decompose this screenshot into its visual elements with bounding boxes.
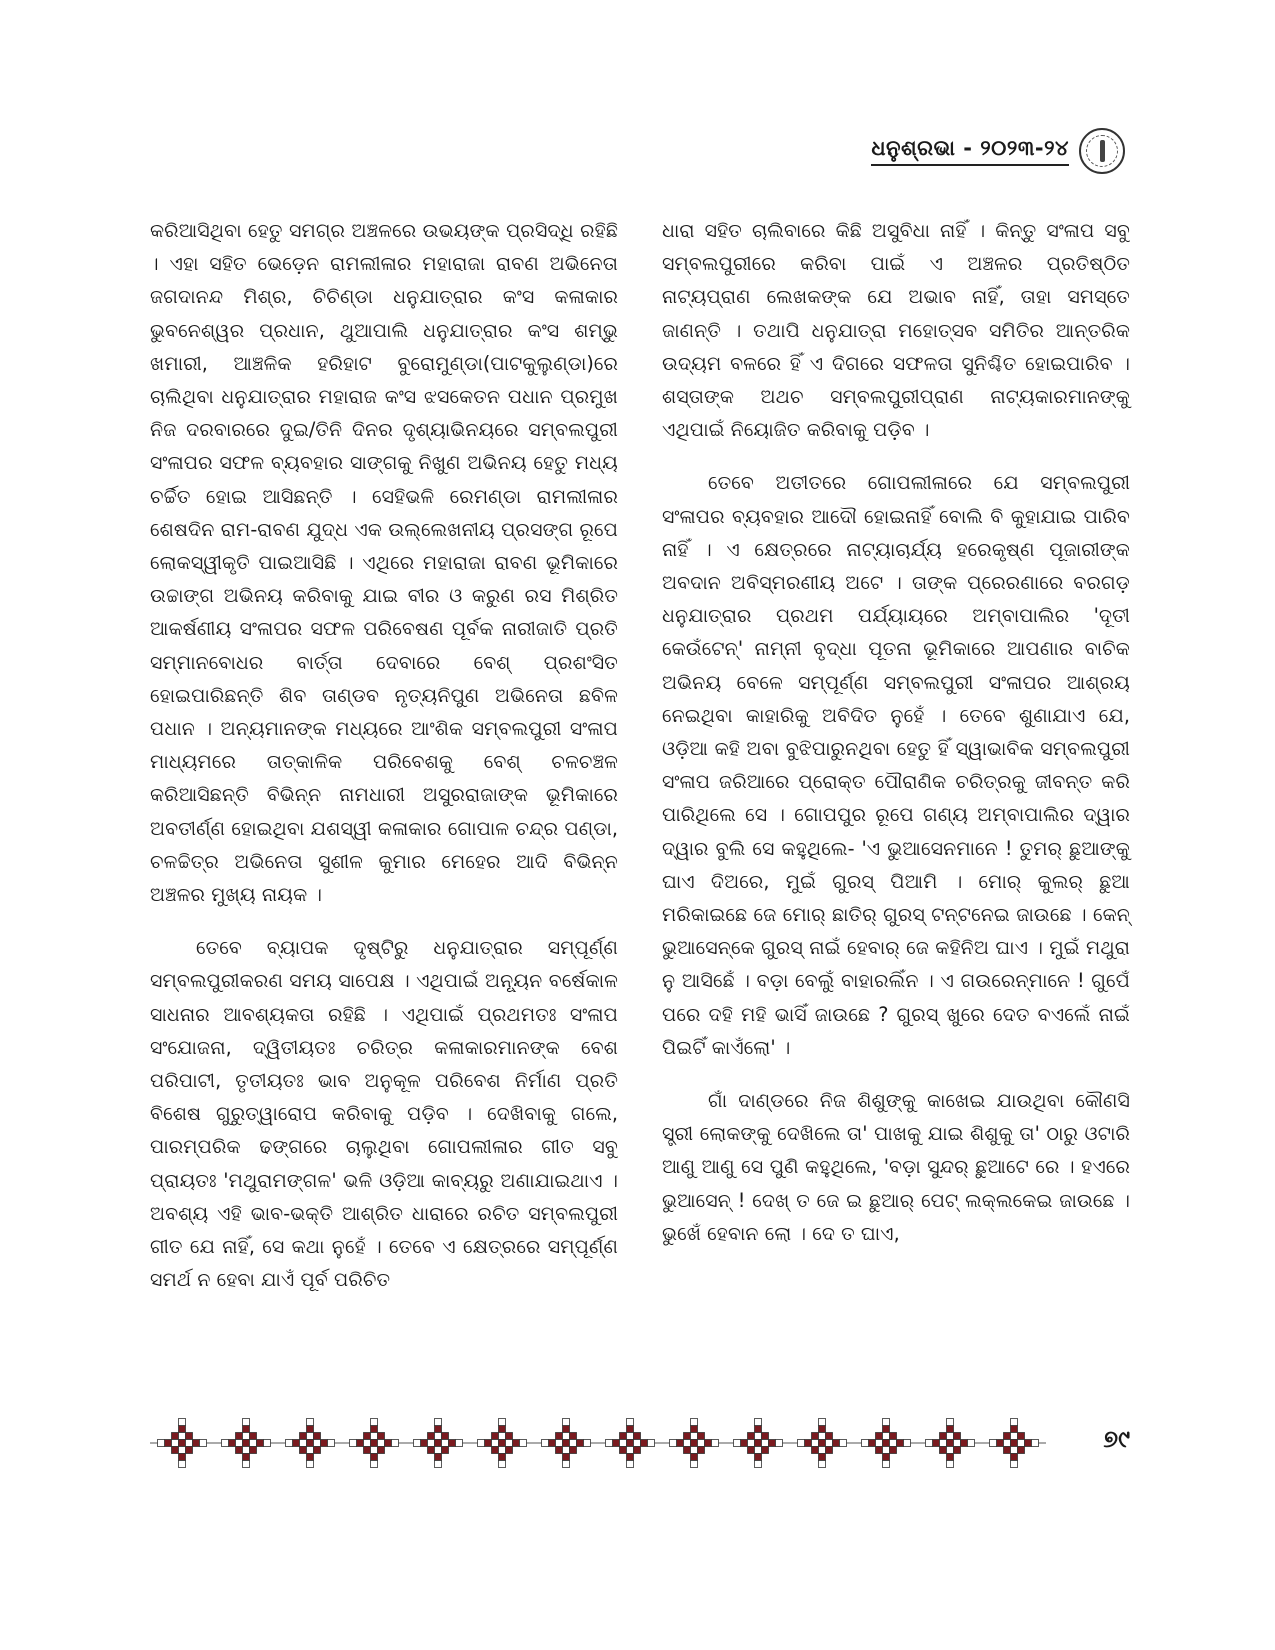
diamond-cross-motif-icon [542,1419,591,1468]
decorative-border [150,1415,1050,1471]
left-column [150,214,618,1317]
journal-title: ଧନୁଶ୍ରଭା - ୨୦୨୩-୨୪ [871,136,1069,166]
diamond-cross-motif-icon [158,1419,207,1468]
page-number: ୭୯ [1103,1425,1130,1453]
diamond-cross-motif-icon [350,1419,399,1468]
paragraph: କରିଆସିଥିବା ହେତୁ ସମଗ୍ର ଅଞ୍ଚଳରେ ଉଭୟଙ୍କ ପ୍ରସିଦ୍ଧି ରହିଛି । ଏହା ସହିତ ଭେଡ଼େନ ରାମଲୀଳାର ମହାରାଜା ରାବଣ ଅଭିନେତା ଜଗଦାନନ୍ଦ ମିଶ୍ର, ଚିଚିଣ୍ଡା ଧନୁଯାତ୍ରାର କଂସ କଳାକାର ଭୁବନେଶ୍ୱର ପ୍ରଧାନ, ଥୁଆପାଲି ଧନୁଯାତ୍ରାର କଂସ ଶମ୍ଭୁ ଖମାରୀ, ଆଞ୍ଚଳିକ ହରିହାଟ ବୁରୋମୁଣ୍ଡା(ପାଟକୁଲୁଣ୍ଡା)ରେ ଚାଲିଥିବା ଧନୁଯାତ୍ରାର ମହାରାଜ କଂସ ଝସକେତନ ପଧାନ ପ୍ରମୁଖ ନିଜ ଦରବାରରେ ଦୁଇ/ତିନି ଦିନର ଦୃଶ୍ୟାଭିନୟରେ ସମ୍ବଲପୁରୀ ସଂଳାପର ସଫଳ ବ୍ୟବହାର ସାଙ୍ଗକୁ ନିଖୁଣ ଅଭିନୟ ହେତୁ ମଧ୍ୟ ଚର୍ଚ୍ଚିତ ହୋଇ ଆସିଛନ୍ତି । ସେହିଭଳି ରେମଣ୍ଡା ରାମଲୀଳାର ଶେଷଦିନ ରାମ-ରାବଣ ଯୁଦ୍ଧ ଏକ ଉଲ୍ଲେଖନୀୟ ପ୍ରସଙ୍ଗ ରୂପେ ଲୋକସ୍ୱୀକୃତି ପାଇଆସିଛି । ଏଥିରେ ମହାରାଜା ରାବଣ ଭୂମିକାରେ ଉଚ୍ଚାଙ୍ଗ ଅଭିନୟ କରିବାକୁ ଯାଇ ବୀର ଓ କରୁଣ ରସ ମିଶ୍ରିତ ଆକର୍ଷଣୀୟ ସଂଳାପର ସଫଳ ପରିବେଷଣ ପୂର୍ବକ ନାରୀଜାତି ପ୍ରତି ସମ୍ମାନବୋଧର ବାର୍ତ୍ତା ଦେବାରେ ବେଶ୍ ପ୍ରଶଂସିତ ହୋଇପାରିଛନ୍ତି ଶିବ ତାଣ୍ଡବ ନୃତ୍ୟନିପୁଣ ଅଭିନେତା ଛବିଳ ପଧାନ । ଅନ୍ୟମାନଙ୍କ ମଧ୍ୟରେ ଆଂଶିକ ସମ୍ବଲପୁରୀ ସଂଳାପ ମାଧ୍ୟମରେ ତାତ୍କାଳିକ ପରିବେଶକୁ ବେଶ୍ ଚଳଚଞ୍ଚଳ କରିଆସିଛନ୍ତି ବିଭିନ୍ନ ନାମଧାରୀ ଅସୁରରାଜାଙ୍କ ଭୂମିକାରେ ଅବତୀର୍ଣ୍ଣ ହୋଇଥିବା ଯଶସ୍ୱୀ କଳାକାର ଗୋପାଳ ଚନ୍ଦ୍ର ପଣ୍ଡା, ଚଳଚ୍ଚିତ୍ର ଅଭିନେତା ସୁଶୀଳ କୁମାର ମେହେର ଆଦି ବିଭିନ୍ନ ଅଞ୍ଚଳର ମୁଖ୍ୟ ନାୟକ । [150,219,618,907]
running-header [871,128,1125,174]
paragraph: ଗାଁ ଦାଣ୍ଡରେ ନିଜ ଶିଶୁଙ୍କୁ କାଖେଇ ଯାଉଥିବା କୌଣସି ସ୍ତ୍ରୀ ଲୋକଙ୍କୁ ଦେଖିଲେ ତା' ପାଖକୁ ଯାଇ ଶିଶୁକୁ ତା' ଠାରୁ ଓଟାରି ଆଣୁ ଆଣୁ ସେ ପୁଣି କହୁଥିଲେ, 'ବଡ଼ା ସୁନ୍ଦର୍ ଛୁଆଟେ ରେ । ହଏରେ ଭୁଆସେନ୍ ! ଦେଖ୍ ତ ଜେ ଇ ଛୁଆର୍ ପେଟ୍ ଲକ୍‌ଲକେଇ ଜାଉଛେ । ଭୁଖେଁ ହେବାନ ଲୋ । ଦେ ତ ଘାଏ, [662,1089,1130,1245]
diamond-cross-motif-icon [862,1419,911,1468]
diamond-cross-motif-icon [990,1419,1039,1468]
diamond-cross-motif-icon [286,1419,335,1468]
emblem-seal-icon [1079,128,1125,174]
diamond-cross-motif-icon [478,1419,527,1468]
diamond-cross-motif-icon [798,1419,847,1468]
diamond-cross-motif-icon [670,1419,719,1468]
article-body [150,214,1130,1317]
right-column [662,214,1130,1317]
paragraph: ତେବେ ଅତୀତରେ ଗୋପଲୀଳାରେ ଯେ ସମ୍ବଲପୁରୀ ସଂଳାପର ବ୍ୟବହାର ଆଦୌ ହୋଇନାହିଁ ବୋଲି ବି କୁହାଯାଇ ପାରିବ ନାହିଁ । ଏ କ୍ଷେତ୍ରରେ ନାଟ୍ୟାଚାର୍ଯ୍ୟ ହରେକୃଷ୍ଣ ପୂଜାରୀଙ୍କ ଅବଦାନ ଅବିସ୍ମରଣୀୟ ଅଟେ । ତାଙ୍କ ପ୍ରେରଣାରେ ବରଗଡ଼ ଧନୁଯାତ୍ରାର ପ୍ରଥମ ପର୍ଯ୍ୟାୟରେ ଅମ୍ବାପାଲିର 'ଦୂତୀ କେଉଁଟେନ୍' ନାମ୍ନୀ ବୃଦ୍ଧା ପୂତନା ଭୂମିକାରେ ଆପଣାର ବାଚିକ ଅଭିନୟ ବେଳେ ସମ୍ପୂର୍ଣ୍ଣ ସମ୍ବଲପୁରୀ ସଂଳାପର ଆଶ୍ରୟ ନେଇଥିବା କାହାରିକୁ ଅବିଦିତ ନୁହେଁ । ତେବେ ଶୁଣାଯାଏ ଯେ, ଓଡ଼ିଆ କହି ଅବା ବୁଝିପାରୁନଥିବା ହେତୁ ହିଁ ସ୍ୱାଭାବିକ ସମ୍ବଲପୁରୀ ସଂଳାପ ଜରିଆରେ ପ୍ରୋକ୍ତ ପୌରାଣିକ ଚରିତ୍ରକୁ ଜୀବନ୍ତ କରି ପାରିଥିଲେ ସେ । ଗୋପପୁର ରୂପେ ଗଣ୍ୟ ଅମ୍ବାପାଲିର ଦ୍ୱାର ଦ୍ୱାର ବୁଲି ସେ କହୁଥିଲେ- 'ଏ ଭୁଆସେନମାନେ ! ତୁମର୍ ଛୁଆଙ୍କୁ ଘାଏ ଦିଅରେ, ମୁଇଁ ଗୁରସ୍ ପିଆମି । ମୋର୍ କୁଲର୍ ଛୁଆ ମରିକାଇଛେ ଜେ ମୋର୍ ଛାତିର୍ ଗୁରସ୍ ଟନ୍‌ଟନେଇ ଜାଉଛେ । କେନ୍ ଭୁଆସେନ୍‌କେ ଗୁରସ୍ ନାଇଁ ହେବାର୍ ଜେ କହିନିଅ ଘାଏ । ମୁଇଁ ମଥୁରା ନୁ ଆସିଛେଁ । ବଡ଼ା ବେଲୁଁ ବାହାରଲିଁନ । ଏ ଗଉରେନ୍‌ମାନେ ! ଗୁପେଁ ପରେ ଦହି ମହି ଭାସିଁ ଜାଉଛେ ? ଗୁରସ୍ ଖୁରେ ଦେତ ବଏଲେଁ ନାଇଁ ପିଇଟିଁ କାଏଁଲୋ' । [662,471,1130,1059]
diamond-cross-motif-icon [926,1419,975,1468]
page-footer [150,1415,1130,1471]
paragraph: ଧାରା ସହିତ ଚାଲିବାରେ କିଛି ଅସୁବିଧା ନାହିଁ । କିନ୍ତୁ ସଂଳାପ ସବୁ ସମ୍ବଲପୁରୀରେ କରିବା ପାଇଁ ଏ ଅଞ୍ଚଳର ପ୍ରତିଷ୍ଠିତ ନାଟ୍ୟପ୍ରାଣ ଲେଖକଙ୍କ ଯେ ଅଭାବ ନାହିଁ, ତାହା ସମସ୍ତେ ଜାଣନ୍ତି । ତଥାପି ଧନୁଯାତ୍ରା ମହୋତ୍ସବ ସମିତିର ଆନ୍ତରିକ ଉଦ୍ୟମ ବଳରେ ହିଁ ଏ ଦିଗରେ ସଫଳତା ସୁନିଶ୍ଚିତ ହୋଇପାରିବ । ଶସ୍ତାଙ୍କ ଅଥଚ ସମ୍ବଲପୁରୀପ୍ରାଣ ନାଟ୍ୟକାରମାନଙ୍କୁ ଏଥିପାଇଁ ନିୟୋଜିତ କରିବାକୁ ପଡ଼ିବ । [662,219,1130,442]
diamond-cross-motif-icon [606,1419,655,1468]
diamond-cross-motif-icon [222,1419,271,1468]
paragraph: ତେବେ ବ୍ୟାପକ ଦୃଷ୍ଟିରୁ ଧନୁଯାତ୍ରାର ସମ୍ପୂର୍ଣ୍ଣ ସମ୍ବଲପୁରୀକରଣ ସମୟ ସାପେକ୍ଷ । ଏଥିପାଇଁ ଅନ୍ୟୂନ ବର୍ଷେକାଳ ସାଧନାର ଆବଶ୍ୟକତା ରହିଛି । ଏଥିପାଇଁ ପ୍ରଥମତଃ ସଂଳାପ ସଂଯୋଜନା, ଦ୍ୱିତୀୟତଃ ଚରିତ୍ର କଳାକାରମାନଙ୍କ ବେଶ ପରିପାଟୀ, ତୃତୀୟତଃ ଭାବ ଅନୁକୂଳ ପରିବେଶ ନିର୍ମାଣ ପ୍ରତି ବିଶେଷ ଗୁରୁତ୍ୱାରୋପ କରିବାକୁ ପଡ଼ିବ । ଦେଖିବାକୁ ଗଲେ, ପାରମ୍ପରିକ ଢଙ୍ଗରେ ଚାଲୁଥିବା ଗୋପଲୀଳାର ଗୀତ ସବୁ ପ୍ରାୟତଃ 'ମଥୁରାମଙ୍ଗଳ' ଭଳି ଓଡ଼ିଆ କାବ୍ୟରୁ ଅଣାଯାଇଥାଏ । ଅବଶ୍ୟ ଏହି ଭାବ-ଭକ୍ତି ଆଶ୍ରିତ ଧାରାରେ ରଚିତ ସମ୍ବଲପୁରୀ ଗୀତ ଯେ ନାହିଁ, ସେ କଥା ନୁହେଁ । ତେବେ ଏ କ୍ଷେତ୍ରରେ ସମ୍ପୂର୍ଣ୍ଣ ସମର୍ଥ ନ ହେବା ଯାଏଁ ପୂର୍ବ ପରିଚିତ [150,936,618,1292]
diamond-cross-motif-icon [734,1419,783,1468]
diamond-cross-motif-icon [414,1419,463,1468]
